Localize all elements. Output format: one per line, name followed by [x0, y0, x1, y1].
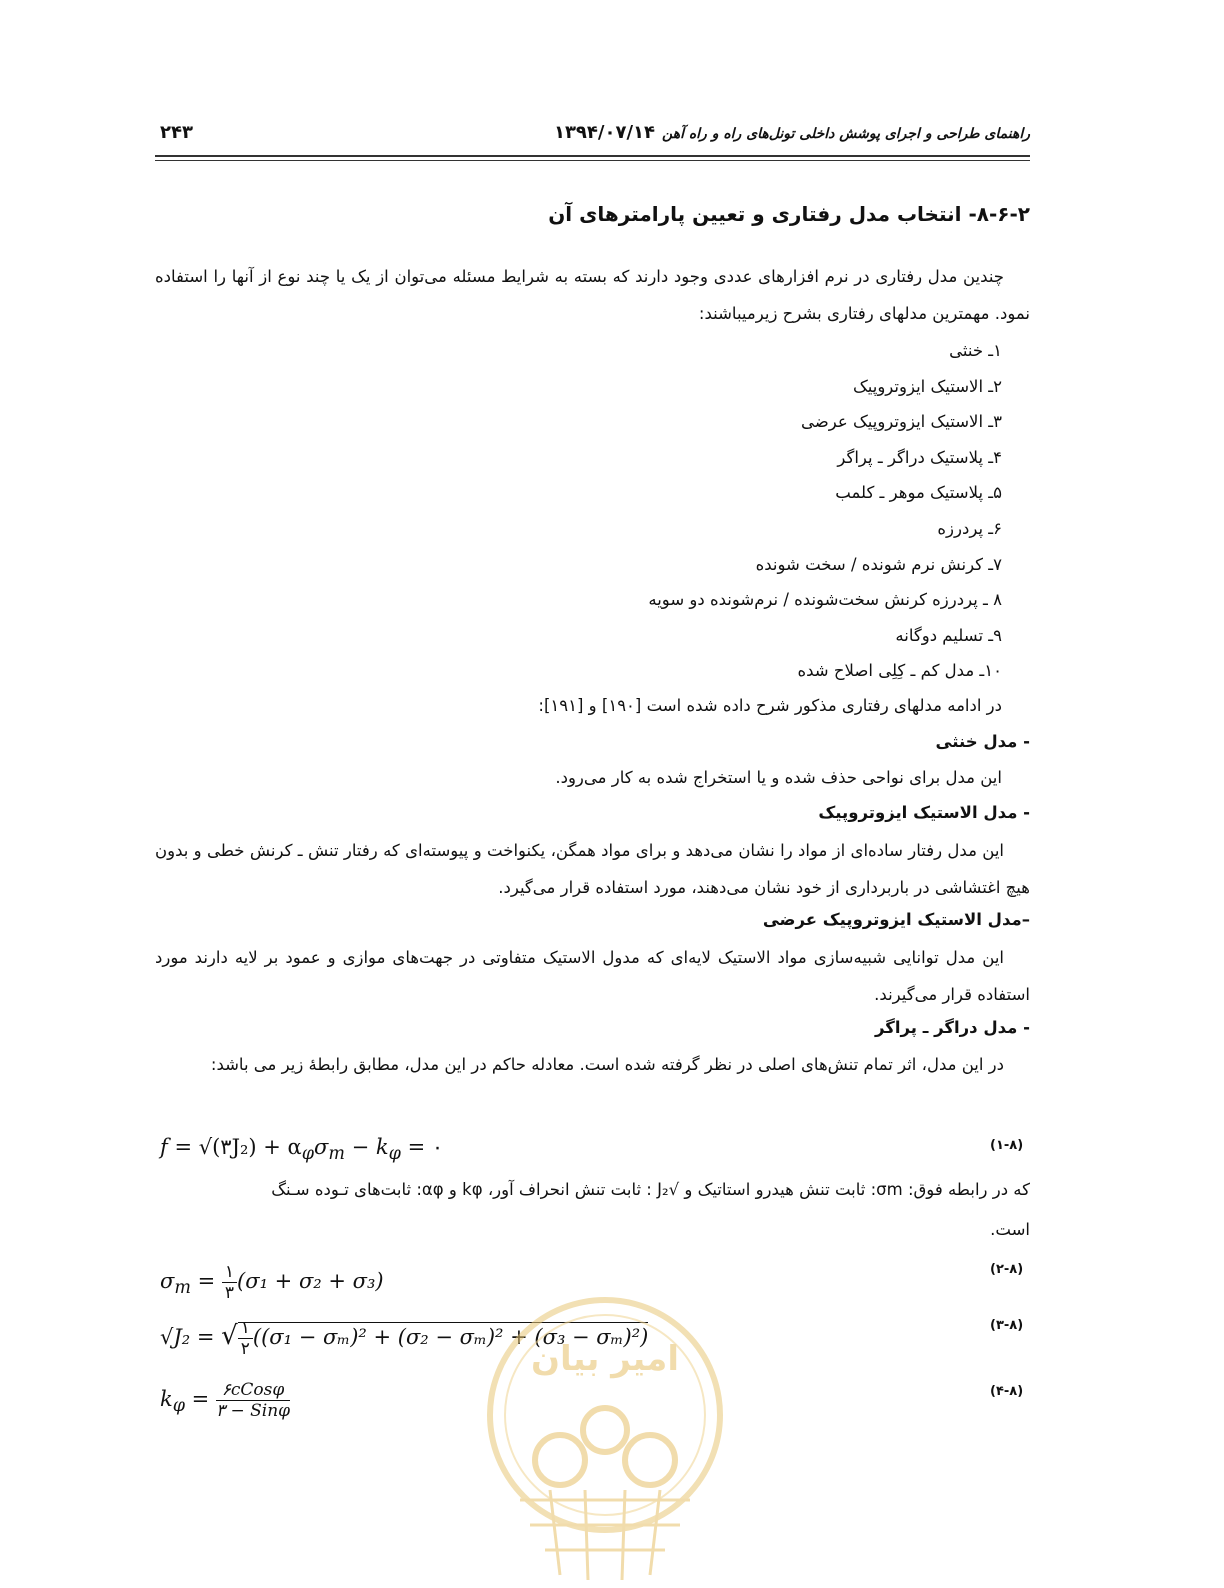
list-item: ۱ـ خنثی: [949, 341, 1002, 360]
continuation-line: در ادامه مدلهای رفتاری مذکور شرح داده شده است [۱۹۰] و [۱۹۱]:: [538, 696, 1002, 715]
eq3-fraction: [238, 1318, 253, 1359]
page-number: ۲۴۳: [160, 122, 193, 143]
eq4-k: k: [160, 1387, 173, 1411]
definition-text: که در رابطه فوق: σm: ثابت تنش هیدرو استاتیک و √J₂ : ثابت تنش انحراف آور، kφ و αφ: ثابت‌های تـوده سـنگ: [271, 1180, 1030, 1199]
subsection-title-isotropic: - مدل الاستیک ایزوتروپیک: [818, 803, 1030, 822]
intro-paragraph: [155, 258, 1030, 332]
list-item: ۷ـ کرنش نرم شونده / سخت شونده: [755, 554, 1002, 574]
transverse-text: این مدل توانایی شبیه‌سازی مواد الاستیک لایه‌ای که مدول الاستیک متفاوتی در جهت‌های موازی و عمود بر لایه دارند مورد استفاده قرار می‌گیرند.: [155, 948, 1030, 1004]
eq3-denominator: ۲: [240, 1339, 250, 1359]
subsection-text-transverse: [155, 939, 1030, 1013]
list-item: ۵ـ پلاستیک موهر ـ کلمب: [835, 483, 1002, 503]
eq1-sub-phi2: φ: [388, 1144, 401, 1165]
equation-1: [160, 1135, 443, 1164]
header-rule: [155, 155, 1030, 157]
eq4-equals: =: [185, 1387, 216, 1411]
header-rule-thin: [155, 160, 1030, 161]
eq1-sub-m: m: [328, 1144, 345, 1165]
isotropic-text: این مدل رفتار ساده‌ای از مواد را نشان می‌دهد و برای مواد همگن، یکنواخت و پیوسته‌ای که رفتار تنش ـ کرنش خطی و بدون هیچ اغتشاشی در باربرداری از خود نشان می‌دهند، مورد استفاده قرار می‌گیرد.: [155, 841, 1030, 897]
eq4-fraction: [216, 1380, 290, 1421]
eq1-lhs: f =: [160, 1135, 199, 1159]
eq1-zero: = ۰: [400, 1135, 444, 1159]
list-item: ۴ـ پلاستیک دراگر ـ پراگر: [837, 447, 1002, 467]
eq1-sigma: σ: [314, 1135, 329, 1159]
drucker-prager-text: در این مدل، اثر تمام تنش‌های اصلی در نظر گرفته شده است. معادله حاکم در این مدل، مطابق رابطۀ زیر می باشد:: [210, 1055, 1004, 1074]
list-item: ۸ ـ پردرزه کرنش سخت‌شونده / نرم‌شونده دو سویه: [648, 590, 1002, 610]
eq4-numerator: ۶cCosφ: [216, 1380, 290, 1401]
equation-4: [160, 1380, 290, 1421]
subsection-text-null-model: این مدل برای نواحی حذف شده و یا استخراج شده به کار می‌رود.: [555, 768, 1002, 787]
subsection-title-transverse: –مدل الاستیک ایزوتروپیک عرضی: [762, 910, 1030, 929]
equation-2: [160, 1262, 384, 1303]
eq4-denominator: ۳ − Sinφ: [215, 1401, 291, 1421]
eq3-numerator: ۱: [238, 1318, 253, 1339]
eq2-sub-m: m: [174, 1278, 191, 1299]
list-item: ۳ـ الاستیک ایزوتروپیک عرضی: [801, 412, 1002, 432]
equation-number-4: (۴-۸): [990, 1384, 1024, 1399]
equation-number-3: (۳-۸): [990, 1318, 1024, 1333]
section-heading: ۸-۶-۲- انتخاب مدل رفتاری و تعیین پارامترهای آن: [548, 202, 1030, 226]
eq3-sum: ((σ₁ − σₘ)² + (σ₂ − σₘ)² + (σ₃ − σₘ)²): [252, 1325, 649, 1349]
eq3-radical: √: [221, 1321, 238, 1351]
eq3-lhs: √J₂ =: [160, 1325, 222, 1349]
subsection-text-drucker-prager: [155, 1046, 1030, 1083]
eq1-root: √(۳J₂) + α: [198, 1135, 302, 1159]
intro-text: چندین مدل رفتاری در نرم افزارهای عددی وجود دارند که بسته به شرایط مسئله می‌توان از یک یا چند نوع از آنها را استفاده نمود. مهمترین مدلهای رفتاری بشرح زیرمیباشند:: [155, 267, 1030, 323]
subsection-text-isotropic: [155, 832, 1030, 906]
list-item: ۱۰ـ مدل کم ـ کِلِی اصلاح شده: [797, 661, 1002, 681]
eq1-k: − k: [344, 1135, 389, 1159]
watermark-seal-icon: [480, 1290, 730, 1584]
eq2-equals: =: [190, 1269, 222, 1293]
header-title: راهنمای طراحی و اجرای پوشش داخلی تونل‌های راه و راه آهن: [662, 126, 1030, 142]
list-item: ۶ـ پردرزه: [937, 518, 1002, 538]
equation-number-1: (۱-۸): [990, 1138, 1024, 1153]
watermark-text: امیر بیان: [530, 1339, 680, 1379]
eq2-fraction: [222, 1262, 237, 1303]
eq2-sum: (σ₁ + σ₂ + σ₃): [237, 1269, 384, 1293]
list-item: ۲ـ الاستیک ایزوتروپیک: [853, 376, 1002, 396]
list-item: ۹ـ تسلیم دوگانه: [895, 625, 1002, 645]
eq1-sub-phi: φ: [301, 1144, 314, 1165]
watermark-logo: [480, 1290, 730, 1584]
equation-number-2: (۲-۸): [990, 1262, 1024, 1277]
subsection-title-null-model: - مدل خنثی: [935, 732, 1030, 751]
eq2-sigma: σ: [160, 1269, 175, 1293]
models-list: [648, 333, 1002, 689]
header-date: ۱۳۹۴/۰۷/۱۴: [553, 122, 655, 143]
eq2-denominator: ۳: [224, 1283, 235, 1303]
eq4-sub-phi: φ: [172, 1396, 185, 1417]
eq2-numerator: ۱: [222, 1262, 237, 1283]
definition-tail: است.: [990, 1220, 1030, 1239]
running-header: [155, 120, 1030, 150]
subsection-title-drucker-prager: - مدل دراگر ـ پراگر: [875, 1018, 1030, 1037]
